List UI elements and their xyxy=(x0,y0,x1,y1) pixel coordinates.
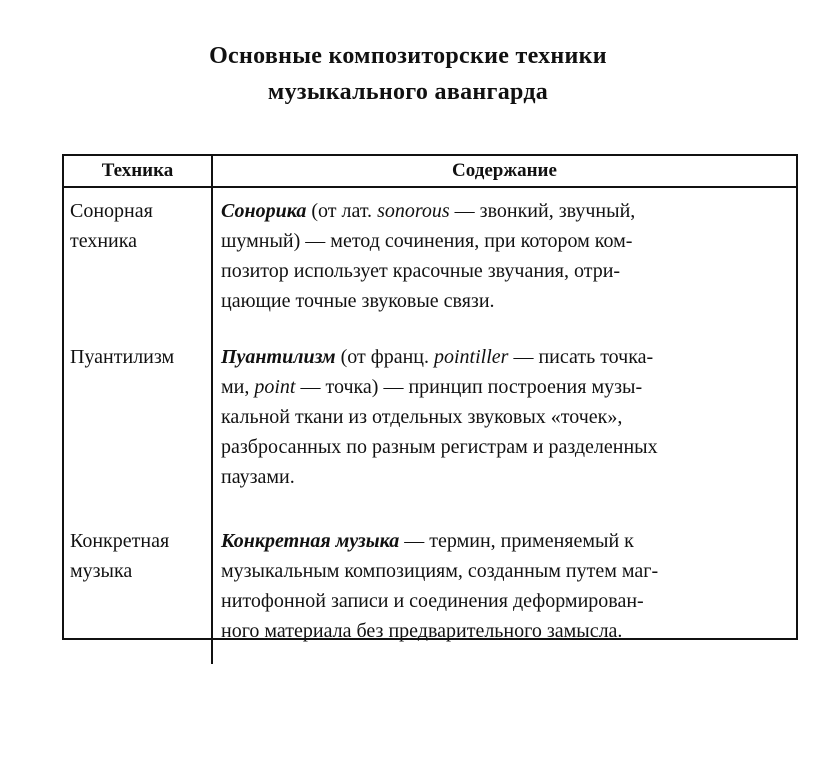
content-line: позитор использует красочные звучания, отри- xyxy=(221,260,621,282)
techniques-table xyxy=(62,154,798,640)
technique-line: музыка xyxy=(70,560,133,582)
technique-cell xyxy=(64,518,212,664)
text-fragment: ми, xyxy=(221,376,255,398)
content-line: музыкальным композициям, созданным путем маг- xyxy=(221,560,659,582)
technique-line: техника xyxy=(70,230,138,252)
technique-line: Сонорная xyxy=(70,200,153,222)
technique-line: Пуантилизм xyxy=(70,346,175,368)
content-line: шумный) — метод сочинения, при котором ком- xyxy=(221,230,633,252)
content-line xyxy=(221,342,788,372)
text-fragment: — писать точка- xyxy=(508,346,654,368)
technique-cell xyxy=(64,334,212,518)
term: Пуантилизм xyxy=(221,346,336,368)
text-fragment: (от лат. xyxy=(306,200,378,222)
text-fragment: (от франц. xyxy=(335,346,434,368)
table-row xyxy=(64,518,796,664)
content-cell xyxy=(212,187,796,334)
title-line-1: Основные композиторские техники xyxy=(209,43,607,69)
content-line xyxy=(221,526,788,556)
text-fragment: — термин, применяемый к xyxy=(399,530,634,552)
title-line-2: музыкального авангарда xyxy=(267,79,549,105)
content-line: разбросанных по разным регистрам и разделенных xyxy=(221,436,658,458)
column-header-technique: Техника xyxy=(64,156,212,187)
content-line: кальной ткани из отдельных звуковых «точек», xyxy=(221,406,623,428)
content-cell xyxy=(212,334,796,518)
table-header-row xyxy=(64,156,796,187)
text-fragment: — точка) — принцип построения музы- xyxy=(295,376,643,398)
foreign-word: point xyxy=(254,376,296,398)
content-line: паузами. xyxy=(221,466,295,488)
table-row xyxy=(64,334,796,518)
content-line: нитофонной записи и соединения деформирован- xyxy=(221,590,644,612)
content-cell xyxy=(212,518,796,664)
content-line: цающие точные звуковые связи. xyxy=(221,290,495,312)
page-title xyxy=(0,38,816,110)
content-line xyxy=(221,196,788,226)
term: Сонорика xyxy=(221,200,307,222)
text-fragment: — звонкий, звучный, xyxy=(449,200,636,222)
foreign-word: sonorous xyxy=(377,200,450,222)
foreign-word: pointiller xyxy=(434,346,509,368)
technique-cell xyxy=(64,187,212,334)
table-row xyxy=(64,187,796,334)
technique-line: Конкретная xyxy=(70,530,170,552)
content-line: ного материала без предварительного замысла. xyxy=(221,620,623,642)
column-header-content: Содержание xyxy=(212,156,796,187)
content-line xyxy=(221,372,788,402)
term: Конкретная музыка xyxy=(221,530,400,552)
